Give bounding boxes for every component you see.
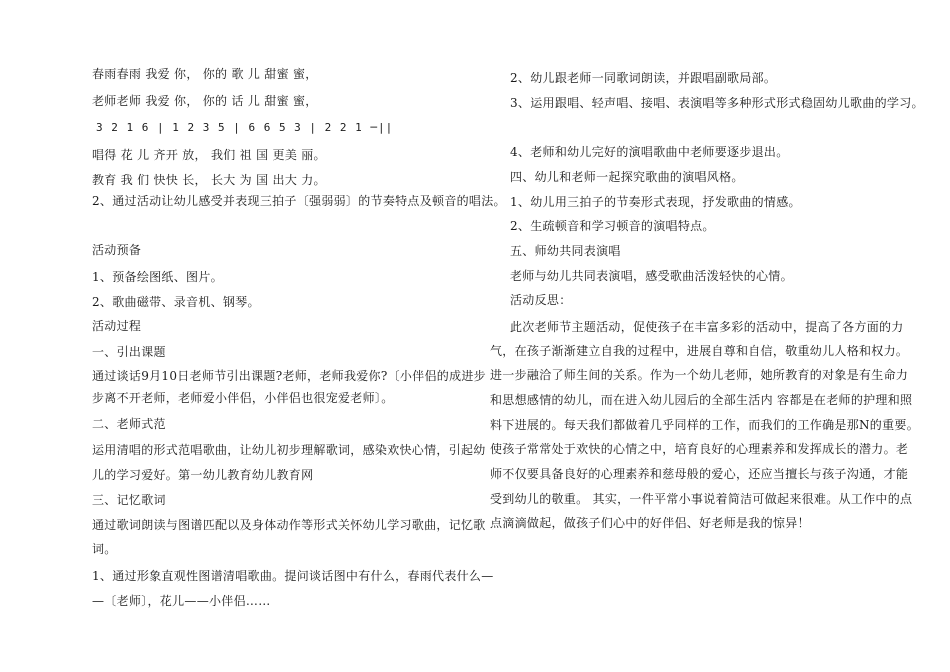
- paragraph-line: 通过谈话9月10日老师节引出课题?老师，老师我爱你?〔小伴侣的成进步: [92, 369, 486, 383]
- paragraph-line: 进一步融洽了师生间的关系。作为一个幼儿老师，她所教育的对象是有生命力: [490, 368, 909, 382]
- paragraph-line: 词。: [92, 542, 117, 556]
- section-heading: 活动过程: [92, 319, 142, 333]
- list-item: 1、幼儿用三拍子的节奏形式表现，抒发歌曲的情感。: [510, 195, 801, 209]
- list-item: 2、幼儿跟老师一同歌词朗读，并跟唱副歌局部。: [510, 71, 777, 85]
- paragraph-line: 受到幼儿的敬重。 其实，一件平常小事说着简洁可做起来很难。从工作中的点: [490, 492, 913, 506]
- list-item: 1、预备绘图纸、图片。: [92, 270, 223, 284]
- paragraph-line: 和思想感情的幼儿，而在进入幼儿园后的全部生活内 容都是在老师的护理和照: [490, 393, 913, 407]
- paragraph-line: 此次老师节主题活动，促使孩子在丰富多彩的活动中，提高了各方面的力: [510, 320, 904, 334]
- music-notation-line: 3 2 1 6 | 1 2 3 5 | 6 6 5 3 | 2 2 1 ─||: [96, 121, 394, 134]
- lyric-line-4: 教育 我 们 快快 长， 长大 为 国 出大 力。: [92, 173, 326, 187]
- section-heading: 活动预备: [92, 243, 142, 257]
- list-item: 2、歌曲磁带、录音机、钢琴。: [92, 295, 260, 309]
- paragraph-line: 儿的学习爱好。第一幼儿教育幼儿教育网: [92, 468, 314, 482]
- paragraph-line: 步离不开老师，老师爱小伴侣，小伴侣也很宠爱老师〕。: [92, 391, 394, 405]
- paragraph-line: 通过歌词朗读与图谱匹配以及身体动作等形式关怀幼儿学习歌曲，记忆歌: [92, 518, 486, 532]
- list-item: 2、生疏顿音和学习顿音的演唱特点。: [510, 219, 715, 233]
- paragraph-line: 老师与幼儿共同表演唱，感受歌曲活泼轻快的心情。: [510, 269, 793, 283]
- subsection-heading: 一、引出课题: [92, 345, 166, 359]
- list-item: 4、老师和幼儿完好的演唱歌曲中老师要逐步退出。: [510, 145, 789, 159]
- paragraph-line: 运用清唱的形式范唱歌曲，让幼儿初步理解歌词，感染欢快心情，引起幼: [92, 443, 486, 457]
- paragraph-line: 料下进展的。每天我们都做着几乎同样的工作，而我们的工作确是那N的重要。: [490, 418, 920, 432]
- lyric-line-2: 老师老师 我爱 你， 你的 话 儿 甜蜜 蜜，: [92, 94, 318, 108]
- subsection-heading: 五、师幼共同表演唱: [510, 244, 621, 258]
- paragraph-line: 气，在孩子渐渐建立自我的过程中，进展自尊和自信，敬重幼儿人格和权力。: [490, 344, 909, 358]
- subsection-heading: 三、记忆歌词: [92, 493, 166, 507]
- lyric-line-3: 唱得 花 儿 齐开 放， 我们 祖 国 更美 丽。: [92, 148, 326, 162]
- subsection-heading: 二、老师式范: [92, 417, 166, 431]
- paragraph-line: 1、通过形象直观性图谱清唱歌曲。提问谈话图中有什么，春雨代表什么—: [92, 569, 494, 583]
- section-heading: 活动反思：: [510, 293, 572, 307]
- paragraph-line: —〔老师〕，花儿——小伴侣……: [92, 594, 271, 608]
- subsection-heading: 四、幼儿和老师一起探究歌曲的演唱风格。: [510, 170, 744, 184]
- paragraph-line: 2、通过活动让幼儿感受并表现三拍子〔强弱弱〕的节奏特点及顿音的唱法。: [92, 194, 506, 208]
- list-item: 3、运用跟唱、轻声唱、接唱、表演唱等多种形式形式稳固幼儿歌曲的学习。: [510, 96, 924, 110]
- lyric-line-1: 春雨春雨 我爱 你， 你的 歌 儿 甜蜜 蜜，: [92, 67, 318, 81]
- paragraph-line: 使孩子常常处于欢快的心情之中，培育良好的心理素养和发挥成长的潜力。老: [490, 442, 909, 456]
- paragraph-line: 点滴滴做起，做孩子们心中的好伴侣、好老师是我的惊异！: [490, 516, 810, 530]
- paragraph-line: 师不仅要具备良好的心理素养和慈母般的爱心，还应当擅长与孩子沟通，才能: [490, 467, 909, 481]
